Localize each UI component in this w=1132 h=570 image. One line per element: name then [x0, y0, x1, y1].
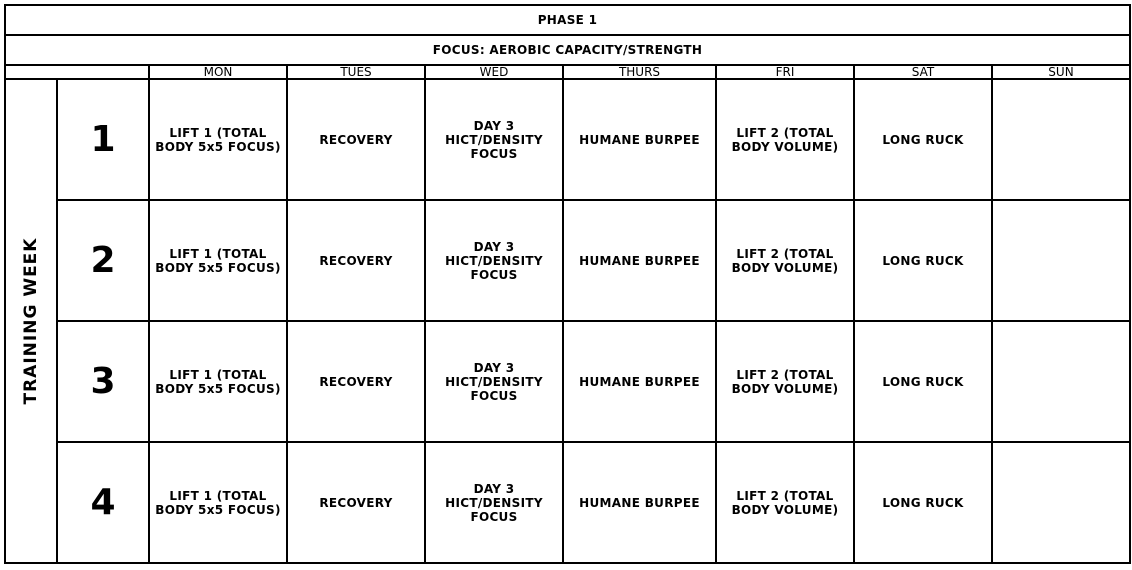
- week-number: 1: [57, 79, 149, 200]
- session-mon: [149, 79, 287, 200]
- session-sat: LONG RUCK: [854, 200, 992, 321]
- session-line: LIFT 1 (TOTAL: [169, 125, 267, 140]
- day-header-mon: MON: [149, 65, 287, 79]
- session-line: BODY 5x5 FOCUS): [155, 260, 281, 275]
- session-line: HICT/DENSITY: [445, 495, 543, 510]
- session-sun: [992, 321, 1130, 442]
- session-line: HICT/DENSITY: [445, 374, 543, 389]
- session-tues: RECOVERY: [287, 442, 425, 563]
- session-line: BODY VOLUME): [731, 139, 839, 154]
- session-line: BODY 5x5 FOCUS): [155, 139, 281, 154]
- session-line: LIFT 2 (TOTAL: [736, 367, 834, 382]
- session-sat: LONG RUCK: [854, 79, 992, 200]
- week-row-2: [5, 200, 1130, 321]
- session-fri: [716, 79, 854, 200]
- session-line: LIFT 1 (TOTAL: [169, 488, 267, 503]
- day-header-tues: TUES: [287, 65, 425, 79]
- session-line: FOCUS: [470, 146, 518, 161]
- day-header-sat: SAT: [854, 65, 992, 79]
- session-fri: [716, 442, 854, 563]
- week-row-3: [5, 321, 1130, 442]
- week-number: 3: [57, 321, 149, 442]
- day-header-wed: WED: [425, 65, 563, 79]
- day-header-fri: FRI: [716, 65, 854, 79]
- week-row-1: [5, 79, 1130, 200]
- week-row-4: [5, 442, 1130, 563]
- title-row: [5, 5, 1130, 35]
- session-line: DAY 3: [473, 360, 515, 375]
- session-line: BODY 5x5 FOCUS): [155, 502, 281, 517]
- session-tues: RECOVERY: [287, 321, 425, 442]
- session-thurs: HUMANE BURPEE: [563, 442, 716, 563]
- session-tues: RECOVERY: [287, 79, 425, 200]
- session-line: FOCUS: [470, 388, 518, 403]
- day-header-thurs: THURS: [563, 65, 716, 79]
- session-line: DAY 3: [473, 239, 515, 254]
- session-line: LIFT 2 (TOTAL: [736, 125, 834, 140]
- session-fri: [716, 200, 854, 321]
- phase-title: PHASE 1: [5, 5, 1130, 35]
- session-line: BODY VOLUME): [731, 381, 839, 396]
- session-mon: [149, 200, 287, 321]
- session-wed: [425, 79, 563, 200]
- session-sat: LONG RUCK: [854, 442, 992, 563]
- session-thurs: HUMANE BURPEE: [563, 321, 716, 442]
- session-line: HICT/DENSITY: [445, 253, 543, 268]
- session-mon: [149, 321, 287, 442]
- session-line: BODY VOLUME): [731, 502, 839, 517]
- session-line: LIFT 1 (TOTAL: [169, 246, 267, 261]
- training-week-label-cell: [5, 79, 57, 563]
- session-line: HICT/DENSITY: [445, 132, 543, 147]
- day-header-row: [5, 65, 1130, 79]
- session-line: DAY 3: [473, 481, 515, 496]
- session-thurs: HUMANE BURPEE: [563, 200, 716, 321]
- session-line: LIFT 1 (TOTAL: [169, 367, 267, 382]
- session-wed: [425, 200, 563, 321]
- training-plan: [4, 4, 1131, 564]
- session-line: FOCUS: [470, 267, 518, 282]
- session-thurs: HUMANE BURPEE: [563, 79, 716, 200]
- session-line: DAY 3: [473, 118, 515, 133]
- session-sat: LONG RUCK: [854, 321, 992, 442]
- focus-row: [5, 35, 1130, 65]
- session-sun: [992, 442, 1130, 563]
- session-line: LIFT 2 (TOTAL: [736, 246, 834, 261]
- session-wed: [425, 321, 563, 442]
- session-line: LIFT 2 (TOTAL: [736, 488, 834, 503]
- session-sun: [992, 200, 1130, 321]
- session-line: BODY VOLUME): [731, 260, 839, 275]
- week-number: 4: [57, 442, 149, 563]
- week-number: 2: [57, 200, 149, 321]
- session-mon: [149, 442, 287, 563]
- day-header-corner: [5, 65, 149, 79]
- day-header-sun: SUN: [992, 65, 1130, 79]
- session-line: BODY 5x5 FOCUS): [155, 381, 281, 396]
- session-wed: [425, 442, 563, 563]
- training-week-label: TRAINING WEEK: [21, 237, 41, 405]
- session-tues: RECOVERY: [287, 200, 425, 321]
- session-fri: [716, 321, 854, 442]
- training-plan-table: [4, 4, 1131, 564]
- focus-title: FOCUS: AEROBIC CAPACITY/STRENGTH: [5, 35, 1130, 65]
- session-line: FOCUS: [470, 509, 518, 524]
- session-sun: [992, 79, 1130, 200]
